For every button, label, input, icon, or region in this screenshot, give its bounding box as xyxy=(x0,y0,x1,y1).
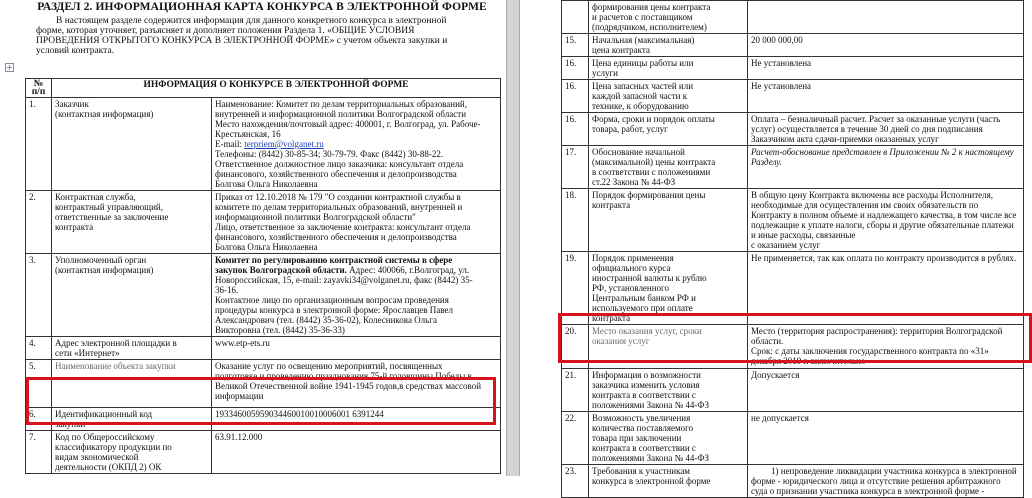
value-line: Крестьянская, 16 xyxy=(215,129,281,139)
row-value xyxy=(748,189,1024,252)
value-line: Место нахождения/почтовый адрес: 400001, г. Волгоград, ул. Рабоче- xyxy=(215,119,481,129)
value-line: Место (территория распространения): территория Волгоградской xyxy=(751,326,1003,336)
value-line: Заказчиком акта сдачи-приемки оказанных услуг xyxy=(751,134,939,144)
value-line: В общую цену Контракта включены все расходы Исполнителя, xyxy=(751,190,994,200)
value-line: Контракту в полном объеме и надлежащего качества, в том числе все xyxy=(751,210,1017,220)
label-line: в соответствии с положениями xyxy=(592,167,711,177)
row-label xyxy=(589,57,748,80)
label-line: Центральным банком РФ и xyxy=(592,293,696,303)
value-rest-part: Адрес: 400066, г.Волгоград, ул. xyxy=(346,265,470,275)
row-number: 20. xyxy=(562,325,589,369)
label-line: Идентификационный код xyxy=(55,409,153,419)
row-value xyxy=(212,254,501,337)
section-intro xyxy=(36,16,498,56)
row-number: 18. xyxy=(562,189,589,252)
label-line: Возможность увеличения xyxy=(592,413,691,423)
table-move-handle-icon[interactable]: + xyxy=(6,63,13,72)
row-label xyxy=(589,252,748,325)
value-line: 193346005959034460010010006001 6391244 xyxy=(215,409,384,419)
row-value: Не установлена xyxy=(748,57,1024,80)
value-line: Разделу. xyxy=(751,157,782,167)
value-line xyxy=(215,265,497,275)
row-label xyxy=(52,337,212,360)
intro-line: форме, которая уточняет, разъясняет и дополняет положения Раздела 1. «ОБЩИЕ УСЛОВИЯ xyxy=(36,26,415,36)
label-line: Наименование объекта закупки xyxy=(55,361,176,371)
row-value xyxy=(212,431,501,474)
row-number: 16. xyxy=(562,113,589,146)
value-line: Контактное лицо по организационным вопросам проведения xyxy=(215,295,449,305)
label-line: контракта xyxy=(592,200,631,210)
row-number: 15. xyxy=(562,34,589,57)
value-line: Великой Отечественной войне 1941-1945 годов,в средствах массовой xyxy=(215,381,482,391)
table-row xyxy=(562,146,1024,189)
row-value xyxy=(212,408,501,431)
label-line: контрактный управляющий, xyxy=(55,202,163,212)
value-line: комитете по делам территориальных образований, внутренней и xyxy=(215,202,463,212)
label-line: контракта в соответствии с xyxy=(592,443,696,453)
label-line: Цена единицы работы или xyxy=(592,58,694,68)
label-line: Обоснование начальной xyxy=(592,147,685,157)
row-label xyxy=(589,80,748,113)
section-heading: РАЗДЕЛ 2. ИНФОРМАЦИОННАЯ КАРТА КОНКУРСА В ЭЛЕКТРОННОЙ ФОРМЕ xyxy=(37,1,487,13)
num-header-line: № xyxy=(33,79,44,89)
row-value xyxy=(212,98,501,191)
row-number xyxy=(562,1,589,34)
row-number: 2. xyxy=(26,191,52,254)
row-label xyxy=(589,34,748,57)
row-label xyxy=(52,98,212,191)
label-line: Требования к участникам xyxy=(592,466,691,476)
label-line: Информация о возможности xyxy=(592,370,702,380)
intro-line: В настоящем разделе содержится информация для данного конкретного конкурса в электронной xyxy=(56,16,447,26)
value-line: www.etp-ets.ru xyxy=(215,338,270,348)
value-line: необходимые для осуществления им своих обязательств по xyxy=(751,200,979,210)
label-line: каждой запасной части к xyxy=(592,91,688,101)
value-line: процедуры конкурса в электронной форме: Ярославцев Павел xyxy=(215,305,453,315)
row-value: не допускается xyxy=(748,412,1024,465)
value-line: Болгова Ольга Николаевна xyxy=(215,242,318,252)
value-line: финансового, хозяйственного обеспечения и делопроизводства xyxy=(215,232,457,242)
row-number: 16. xyxy=(562,57,589,80)
right-page xyxy=(520,0,1024,496)
row-value xyxy=(748,252,1024,325)
info-table xyxy=(25,78,501,474)
table-row xyxy=(562,34,1024,57)
label-line: цена контракта xyxy=(592,45,650,55)
value-line: Лицо, ответственное за заключение контракта: консультант отдела xyxy=(215,222,471,232)
table-row xyxy=(26,191,501,254)
label-line: Контрактная служба, xyxy=(55,192,136,202)
label-line: контракта xyxy=(592,313,631,323)
table-row xyxy=(562,113,1024,146)
label-line: иностранной валюты к рублю xyxy=(592,273,707,283)
row-number: 1. xyxy=(26,98,52,191)
value-bold-part: закупок Волгоградской области. xyxy=(215,265,347,275)
label-line: конкурса в электронной форме xyxy=(592,476,711,486)
label-line: Заказчик xyxy=(55,99,89,109)
table-row xyxy=(26,337,501,360)
row-number: 22. xyxy=(562,412,589,465)
table-row xyxy=(562,252,1024,325)
value-line: услуг) осуществляется в течение 30 дней со дня подписания xyxy=(751,124,983,134)
row-label xyxy=(589,1,748,34)
label-line: положениями Закона № 44-ФЗ xyxy=(592,400,710,410)
label-line: товара, работ, услуг xyxy=(592,124,668,134)
value-line: информационной политики Волгоградской области" xyxy=(215,212,416,222)
value-line: Телефоны: (8442) 30-85-34; 30-79-79. Факс (8442) 30-88-22. xyxy=(215,149,444,159)
num-header-line: п/п xyxy=(31,87,46,97)
table-row xyxy=(26,431,501,474)
table-row xyxy=(26,408,501,431)
label-line: количества поставляемого xyxy=(592,423,694,433)
row-number: 5. xyxy=(26,360,52,408)
row-label xyxy=(52,431,212,474)
label-line: (контактная информация) xyxy=(55,109,154,119)
table-row xyxy=(562,412,1024,465)
row-number: 19. xyxy=(562,252,589,325)
row-label xyxy=(589,465,748,498)
value-line: Не применяется, так как оплата по контракту производится в рублях. xyxy=(751,253,1017,263)
label-line: заказчика изменить условия xyxy=(592,380,700,390)
label-line: сети «Интернет» xyxy=(55,348,120,358)
label-line: формирования цены контракта xyxy=(592,2,711,12)
table-row xyxy=(562,465,1024,498)
value-line: декабря 2019 г. включительно xyxy=(751,356,866,366)
row-value xyxy=(212,191,501,254)
email-label: E-mail: xyxy=(215,139,245,149)
row-value xyxy=(212,337,501,360)
table-row xyxy=(562,80,1024,113)
table-row xyxy=(26,254,501,337)
value-line: с оказанием услуг xyxy=(751,240,821,250)
left-page xyxy=(0,0,506,476)
intro-line: ПРОВЕДЕНИЯ ОТКРЫТОГО КОНКУРСА В ЭЛЕКТРОННОЙ ФОРМЕ» с учетом объекта закупки и xyxy=(36,36,448,46)
value-line: информации xyxy=(215,391,264,401)
table-row xyxy=(562,57,1024,80)
value-line: Оплата – безналичный расчет. Расчет за оказанные услуги (часть xyxy=(751,114,1001,124)
value-line: области. xyxy=(751,336,784,346)
row-value xyxy=(748,1,1024,34)
table-row xyxy=(26,98,501,191)
label-line: (контактная информация) xyxy=(55,265,154,275)
label-line: контракта в соответствии с xyxy=(592,390,696,400)
info-table-continued xyxy=(561,0,1024,498)
row-value: Допускается xyxy=(748,369,1024,412)
row-value: Не установлена xyxy=(748,80,1024,113)
row-value xyxy=(212,360,501,408)
label-line: Код по Общероссийскому xyxy=(55,432,155,442)
row-number: 6. xyxy=(26,408,52,431)
info-table-title: ИНФОРМАЦИЯ О КОНКУРСЕ В ЭЛЕКТРОННОЙ ФОРМЕ xyxy=(52,79,501,98)
value-line: Ответственное должностное лицо заказчика: консультант отдела xyxy=(215,159,464,169)
row-number: 16. xyxy=(562,80,589,113)
label-line: Уполномоченный орган xyxy=(55,255,147,265)
label-line: (подрядчиком, исполнителем) xyxy=(592,22,707,32)
value-line: 36-16. xyxy=(215,285,239,295)
value-line: Расчет-обоснование представлен в Приложении № 2 к настоящему xyxy=(751,147,1014,157)
email-link[interactable]: terpriem@volganet.ru xyxy=(244,139,324,149)
value-line: и иные расходы, связанные xyxy=(751,230,856,240)
label-line: Место оказания услуг, сроки xyxy=(592,326,702,336)
email-line xyxy=(215,139,497,149)
row-number: 3. xyxy=(26,254,52,337)
value-line: 63.91.12.000 xyxy=(215,432,263,442)
row-label xyxy=(589,325,748,369)
label-line: положениями Закона № 44-ФЗ xyxy=(592,453,710,463)
label-line: РФ, установленного xyxy=(592,283,670,293)
num-header xyxy=(26,79,52,98)
value-line: Новороссийская, 15, e-mail: zayavki34@volganet.ru, факс (8442) 35- xyxy=(215,275,473,285)
label-line: ст.22 Закона № 44-ФЗ xyxy=(592,177,676,187)
row-number: 7. xyxy=(26,431,52,474)
row-number: 17. xyxy=(562,146,589,189)
value-line: Оказание услуг по освещению мероприятий, посвященных xyxy=(215,361,443,371)
value-line: Наименование: Комитет по делам территориальных образований, xyxy=(215,99,467,109)
label-line: официального курса xyxy=(592,263,671,273)
value-line: Александрович (тел. (8442) 35-36-02), Колесникова Ольга xyxy=(215,315,437,325)
value-line: Болгова Ольга Николаевна xyxy=(215,179,318,189)
intro-line: условий контракта. xyxy=(36,46,115,56)
row-label xyxy=(589,369,748,412)
row-number: 23. xyxy=(562,465,589,498)
value-line: Срок: с даты заключения государственного контракта по «31» xyxy=(751,346,989,356)
page-gutter xyxy=(506,0,520,476)
label-line: товара при заключении xyxy=(592,433,682,443)
table-row xyxy=(562,1,1024,34)
row-label xyxy=(52,191,212,254)
value-line: Приказ от 12.10.2018 № 179 "О создании контрактной службы в xyxy=(215,192,461,202)
label-line: деятельности (ОКПД 2) ОК xyxy=(55,462,162,472)
table-row xyxy=(562,325,1024,369)
label-line: технике, к оборудованию xyxy=(592,101,689,111)
label-line: Начальная (максимальная) xyxy=(592,35,695,45)
label-line: услуги xyxy=(592,68,618,78)
info-table-header xyxy=(26,79,501,98)
label-line: Адрес электронной площадки в xyxy=(55,338,177,348)
row-number: 21. xyxy=(562,369,589,412)
label-line: используемого при оплате xyxy=(592,303,693,313)
row-number: 4. xyxy=(26,337,52,360)
label-line: классификатору продукции по xyxy=(55,442,172,452)
label-line: Порядок формирования цены xyxy=(592,190,706,200)
value-line: суда о признании участника конкурса в электронной форме - xyxy=(751,486,985,496)
row-value: 20 000 000,00 xyxy=(748,34,1024,57)
table-row xyxy=(562,369,1024,412)
row-value xyxy=(748,465,1024,498)
row-label xyxy=(589,146,748,189)
label-line: оказания услуг xyxy=(592,336,650,346)
value-line: 1) непроведение ликвидации участника конкурса в электронной xyxy=(771,466,1017,476)
value-line: форме - юридического лица и отсутствие решения арбитражного xyxy=(751,476,1001,486)
label-line: (максимальной) цены контракта xyxy=(592,157,716,167)
row-value xyxy=(748,113,1024,146)
value-line: внутренней и информационной политики Волгоградской области xyxy=(215,109,467,119)
value-line: Викторовна (тел. (8442) 35-36-33) xyxy=(215,325,345,335)
row-label xyxy=(52,360,212,408)
value-line: финансового, хозяйственного обеспечения и делопроизводства xyxy=(215,169,457,179)
label-line: закупки xyxy=(55,419,86,429)
value-line: подлежащие к уплате налоги, сборы и другие обязательные платежи xyxy=(751,220,1014,230)
label-line: видам экономической xyxy=(55,452,139,462)
table-row xyxy=(26,360,501,408)
label-line: Цена запасных частей или xyxy=(592,81,694,91)
row-label xyxy=(589,412,748,465)
row-value xyxy=(748,325,1024,369)
row-value xyxy=(748,146,1024,189)
value-line: подготовке и проведению празднования 75-й годовщины Победы в xyxy=(215,371,472,381)
row-label xyxy=(52,254,212,337)
label-line: и расчетов с поставщиком xyxy=(592,12,693,22)
label-line: контракта xyxy=(55,222,94,232)
row-label xyxy=(52,408,212,431)
value-line: Комитет по регулированию контрактной системы в сфере xyxy=(215,255,453,265)
row-label xyxy=(589,113,748,146)
label-line: Форма, сроки и порядок оплаты xyxy=(592,114,715,124)
table-row xyxy=(562,189,1024,252)
label-line: Порядок применения xyxy=(592,253,674,263)
row-label xyxy=(589,189,748,252)
label-line: ответственные за заключение xyxy=(55,212,169,222)
